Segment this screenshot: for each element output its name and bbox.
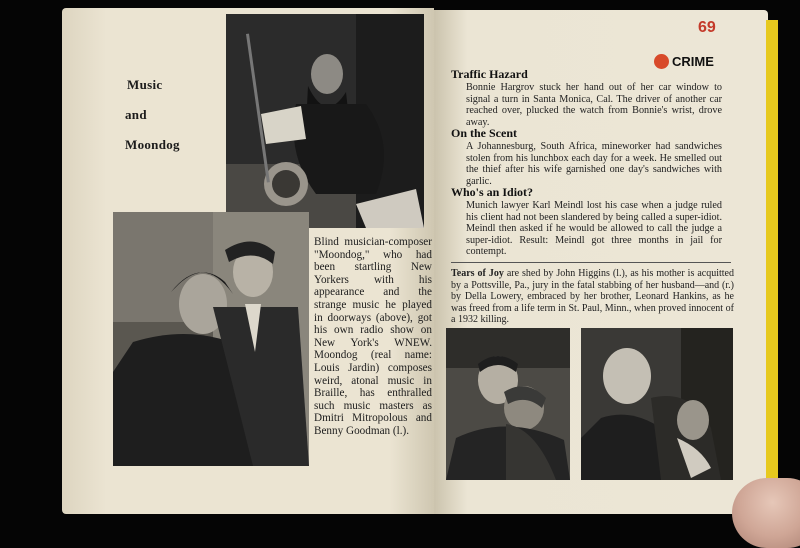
page-number: 69 — [698, 19, 716, 36]
caption-lead: Tears of Joy — [451, 268, 504, 279]
story-heading-traffic-hazard: Traffic Hazard — [451, 67, 528, 81]
story-text-whos-an-idiot: Munich lawyer Karl Meindl lost his case when a judge ruled his client had not been slandered by being called a super-idiot. Meindl then asked if he would be allowed to call the judge a super-idiot. Result: Meindl got three months in jail for contempt. — [466, 200, 722, 258]
tears-of-joy-caption — [451, 268, 734, 326]
section-label: CRIME — [672, 54, 714, 69]
title-moondog: Moondog — [125, 137, 180, 152]
yellow-page-edge — [766, 20, 778, 486]
divider — [451, 262, 731, 263]
story-heading-whos-an-idiot: Who's an Idiot? — [451, 185, 534, 199]
moondog-caption: Blind musician-composer "Moondog," who had been startling New Yorkers with his appearance and the strange music he played in doorways (above), got his own radio show on New York's WNEW. Moondog (real name: Louis Jardin) composes weird, atonal music in Braille, has enthralled such music masters as Dmitri Mitropolous and Benny Goodman (l.). — [314, 236, 432, 437]
caption-text: are shed by John Higgins (l.), as his mother is acquitted by a Pottsville, Pa., jury in the fatal stabbing of her husband—and (r.) by Della Lowery, embraced by her brother, Leonard Hankins, as he was freed from a life term in St. Paul, Minn., when proved innocent of a 1932 killing. — [451, 268, 734, 326]
section-dot-icon — [654, 54, 669, 69]
story-text-traffic-hazard: Bonnie Hargrov stuck her hand out of her car window to signal a turn in Santa Monica, Cal. The driver of another car reached over, plucked the watch from Bonnie's wrist, drove away. — [466, 82, 722, 128]
higgins-photo — [446, 328, 570, 480]
story-text-on-the-scent: A Johannesburg, South Africa, mineworker had sandwiches stolen from his lunchbox each day for a week. He smelled out the thief after his wife garnished one day's sandwiches with garlic. — [466, 141, 722, 187]
thumb — [732, 478, 800, 548]
lowery-hankins-photo — [581, 328, 733, 480]
story-heading-on-the-scent: On the Scent — [451, 126, 517, 140]
moondog-goodman-photo — [113, 212, 309, 466]
title-music: Music — [127, 77, 163, 92]
moondog-doorway-photo — [226, 14, 424, 228]
title-and: and — [125, 107, 147, 122]
